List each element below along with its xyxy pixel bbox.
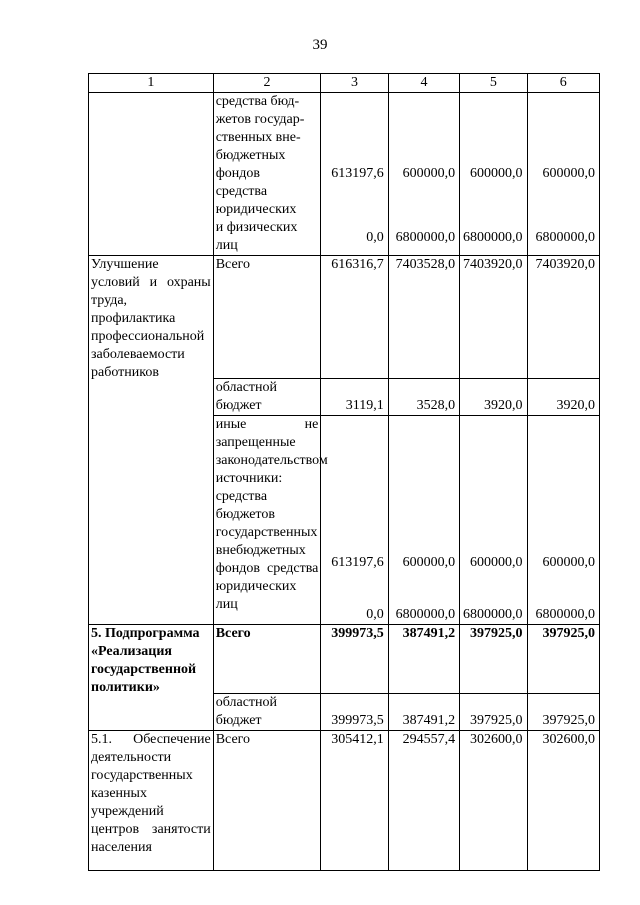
table-row [89, 731, 600, 871]
value-cell [388, 93, 459, 256]
value: 6800000,0 [463, 230, 523, 245]
value-cell: 399973,5 [321, 625, 388, 694]
row-label: Всего [213, 731, 321, 871]
value: 600000,0 [402, 555, 456, 570]
value-cell: 397925,0 [527, 625, 599, 694]
value: 613197,6 [331, 166, 384, 181]
value-cell: 3528,0 [388, 379, 459, 416]
header-row [89, 74, 600, 93]
value: 613197,6 [331, 555, 384, 570]
value-cell: 294557,4 [388, 731, 459, 871]
value: 0,0 [366, 230, 384, 245]
value-cell: 616316,7 [321, 256, 388, 379]
value: 6800000,0 [535, 230, 595, 245]
header-cell: 2 [213, 74, 321, 93]
header-cell: 3 [321, 74, 388, 93]
budget-table [88, 73, 600, 871]
value-cell: 397925,0 [460, 625, 527, 694]
header-cell: 4 [388, 74, 459, 93]
value: 600000,0 [470, 555, 523, 570]
value-cell: 387491,2 [388, 694, 459, 731]
value-cell [460, 416, 527, 625]
value: 6800000,0 [463, 607, 523, 622]
row-label: областной бюджет [213, 694, 321, 731]
value-cell: 397925,0 [460, 694, 527, 731]
value-cell: 302600,0 [527, 731, 599, 871]
value-cell: 302600,0 [460, 731, 527, 871]
value: 600000,0 [402, 166, 456, 181]
value-cell: 399973,5 [321, 694, 388, 731]
table-row [89, 93, 600, 256]
value-cell: 305412,1 [321, 731, 388, 871]
value-cell [388, 416, 459, 625]
value-cell [321, 416, 388, 625]
header-cell: 1 [89, 74, 214, 93]
value: 6800000,0 [395, 230, 456, 245]
table-row [89, 256, 600, 379]
value: 6800000,0 [535, 607, 595, 622]
value-cell: 7403920,0 [527, 256, 599, 379]
page-number: 39 [312, 37, 328, 53]
value: 600000,0 [470, 166, 523, 181]
value-cell [460, 93, 527, 256]
section-name: 5. Подпрограмма «Реализация государственной политики» [89, 625, 214, 731]
source-cell: средства бюд- жетов государ- ственных вне- бюджетных фондов средства юридических и физических лиц [213, 93, 321, 256]
value-cell [527, 93, 599, 256]
value-cell: 3920,0 [527, 379, 599, 416]
table-row [89, 625, 600, 694]
row-label: Всего [213, 256, 321, 379]
value: 600000,0 [542, 555, 595, 570]
value-cell: 7403920,0 [460, 256, 527, 379]
section-name: Улучшение условий и охраны труда, профилактика профессиональной заболеваемости работников [89, 256, 214, 625]
value-cell: 3920,0 [460, 379, 527, 416]
empty-cell [89, 93, 214, 256]
value-cell [321, 93, 388, 256]
section-name: 5.1. Обеспечение деятельности государственных казенных учреждений центров занятости населения [89, 731, 214, 871]
value-cell: 387491,2 [388, 625, 459, 694]
value-cell: 397925,0 [527, 694, 599, 731]
row-label: Всего [213, 625, 321, 694]
header-cell: 5 [460, 74, 527, 93]
row-label: иные не запрещенные законодательством источники: средства бюджетов государственных внебюджетных фондов средства юридических лиц [213, 416, 321, 625]
row-label: областной бюджет [213, 379, 321, 416]
value-cell: 7403528,0 [388, 256, 459, 379]
header-cell: 6 [527, 74, 599, 93]
value-cell [527, 416, 599, 625]
value: 0,0 [366, 607, 384, 622]
value: 600000,0 [542, 166, 595, 181]
value: 6800000,0 [395, 607, 456, 622]
value-cell: 3119,1 [321, 379, 388, 416]
